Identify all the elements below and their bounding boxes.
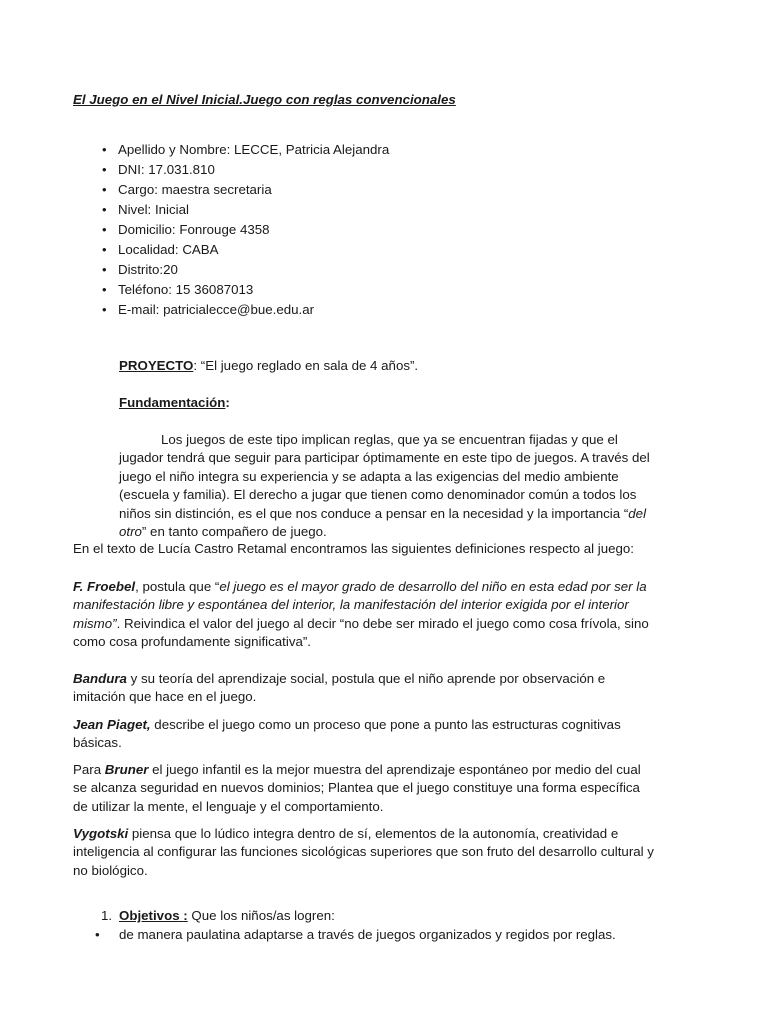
objetivos-number: 1. (101, 908, 113, 923)
paragraph-text: de utilizar la mente, el lenguaje y el comportamiento. (73, 798, 384, 814)
piaget-paragraph (73, 716, 621, 753)
bullet-glyph: • (102, 202, 107, 217)
paragraph-text: describe el juego como un proceso que pone a punto las estructuras cognitivas (150, 717, 621, 732)
paragraph-line: Los juegos de este tipo implican reglas, que ya se encuentran fijadas y que el (161, 432, 618, 447)
objetivos-bullet: de manera paulatina adaptarse a través de juegos organizados y regidos por reglas. (119, 927, 616, 942)
paragraph-line: juego el niño integra su experiencia y se adapta a las exigencias del medio ambiente (119, 468, 619, 484)
list-item: Domicilio: Fonrouge 4358 (118, 222, 270, 237)
list-item: DNI: 17.031.810 (118, 162, 215, 177)
author-name: Vygotski (73, 826, 129, 841)
bullet-glyph: • (102, 242, 107, 257)
author-name: Bruner (104, 762, 149, 777)
paragraph-text: imitación que hace en el juego. (73, 689, 257, 705)
vygotski-paragraph (73, 825, 654, 880)
objetivos-text: Que los niños/as logren: (187, 908, 335, 923)
paragraph-line: niños sin distinción, es el que nos conduce a pensar en la necesidad y la importancia “ (119, 505, 629, 521)
author-name: Jean Piaget, (73, 717, 151, 732)
paragraph-line-with-italic (119, 523, 650, 541)
quote-text: manifestación libre y espontánea del interior, la manifestación del interior exigida por el interior (73, 597, 629, 613)
list-item: Nivel: Inicial (118, 202, 189, 217)
bullet-glyph: • (102, 162, 107, 177)
list-item: E-mail: patricialecce@bue.edu.ar (118, 302, 315, 317)
objetivos-colon: : (183, 908, 188, 923)
list-item: Teléfono: 15 36087013 (118, 282, 254, 297)
paragraph-text: como cosa profundamente significativa”. (73, 634, 311, 650)
document-title: El Juego en el Nivel Inicial.Juego con reglas convencionales (73, 92, 456, 107)
italic-word: del (628, 505, 647, 521)
bullet-glyph: • (102, 142, 107, 157)
paragraph-line: jugador tendrá que seguir para participar óptimamente en este tipo de juegos. A través del (119, 450, 650, 466)
paragraph-text: el juego infantil es la mejor muestra del aprendizaje espontáneo por medio del cual (148, 762, 641, 777)
paragraph-text: . Reivindica el valor del juego al decir “no debe ser mirado el juego como cosa frívola, sino (116, 615, 649, 631)
proyecto-text: : “El juego reglado en sala de 4 años”. (193, 358, 419, 373)
paragraph-text: y su teoría del aprendizaje social, postula que el niño aprende por observación e (126, 671, 606, 686)
proyecto-line (119, 358, 418, 373)
list-item: Localidad: CABA (118, 242, 219, 257)
bullet-glyph: • (95, 927, 100, 942)
paragraph-text: piensa que lo lúdico integra dentro de sí, elementos de la autonomía, creatividad e (128, 826, 619, 841)
author-name: F. Froebel (73, 579, 136, 594)
list-item: Apellido y Nombre: LECCE, Patricia Alejandra (118, 142, 390, 157)
fundamentacion-heading (119, 395, 230, 410)
bandura-paragraph (73, 670, 605, 707)
paragraph-text: se alcanza seguridad en nuevos dominios; Plantea que el juego constituye una forma específica (73, 780, 640, 796)
paragraph-text: , postula que “ (135, 579, 220, 594)
paragraph-line: ” en tanto compañero de juego. (141, 524, 327, 540)
italic-word: otro (119, 524, 142, 540)
paragraph-line: (escuela y familia). El derecho a jugar que tienen como denominador común a todos los (119, 487, 637, 503)
fundamentacion-paragraph (119, 431, 650, 541)
fundamentacion-label: Fundamentación (119, 395, 226, 410)
objetivos-label: Objetivos (119, 908, 184, 923)
objetivos-line (119, 908, 335, 923)
bullet-glyph: • (102, 222, 107, 237)
froebel-paragraph (73, 578, 649, 652)
list-item: Distrito:20 (118, 262, 178, 277)
bullet-glyph: • (102, 282, 107, 297)
paragraph-text: Para (73, 762, 105, 777)
quote-text: el juego es el mayor grado de desarrollo del niño en esta edad por ser la (219, 579, 647, 594)
author-name: Bandura (73, 671, 127, 686)
proyecto-label: PROYECTO (119, 358, 194, 373)
bullet-glyph: • (102, 182, 107, 197)
fundamentacion-colon: : (225, 395, 230, 410)
paragraph-line-with-italic (119, 505, 650, 523)
bruner-paragraph (73, 761, 641, 816)
castro-sentence: En el texto de Lucía Castro Retamal encontramos las siguientes definiciones respecto al juego: (73, 541, 635, 556)
bullet-glyph: • (102, 302, 107, 317)
paragraph-text: inteligencia al configurar las funciones sicológicas superiores que son fruto del desarrollo cultural y (73, 844, 654, 860)
quote-text: mismo” (73, 615, 117, 631)
bullet-glyph: • (102, 262, 107, 277)
paragraph-text: básicas. (73, 735, 122, 751)
list-item: Cargo: maestra secretaria (118, 182, 272, 197)
paragraph-text: no biológico. (73, 862, 148, 878)
